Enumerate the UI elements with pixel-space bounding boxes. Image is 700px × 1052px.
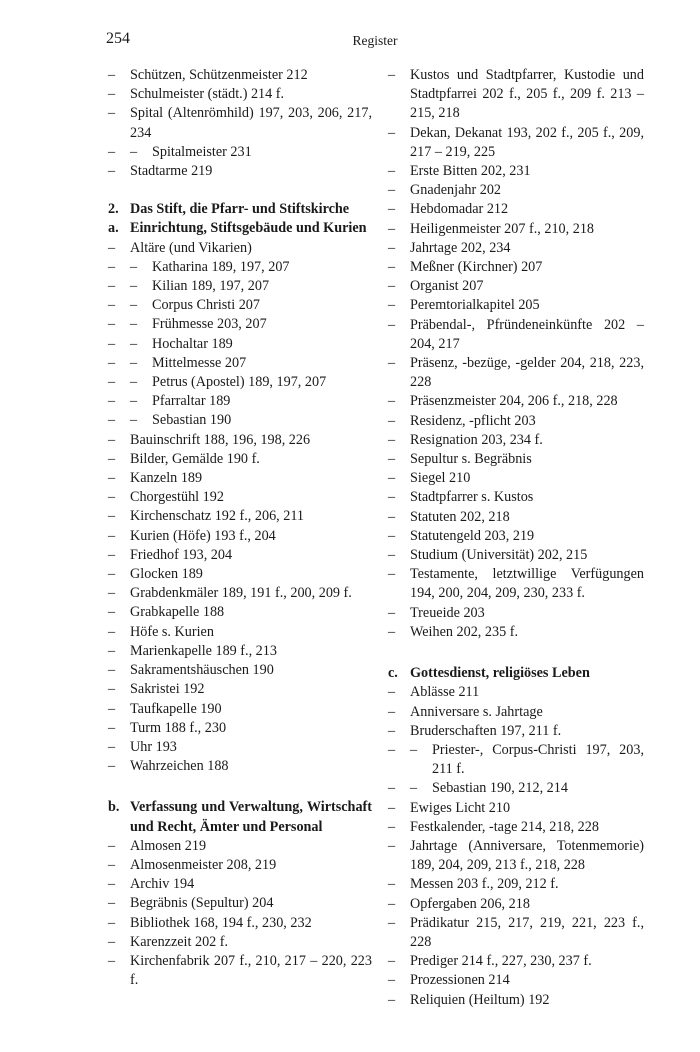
entry-text: Turm 188 f., 230 <box>130 719 227 736</box>
entry-text: Spital (Altenrömhild) 197, 203, 206, 217, 234 <box>130 105 372 141</box>
entry-text: Glocken 189 <box>130 566 203 583</box>
index-entry <box>108 837 372 856</box>
index-entry <box>388 991 644 1010</box>
index-entry <box>108 469 372 488</box>
entry-dash: – <box>108 700 116 717</box>
section-heading-number: 2. <box>108 201 119 218</box>
entry-text: Spitalmeister 231 <box>152 143 252 160</box>
entry-text: Festkalender, -tage 214, 218, 228 <box>410 818 599 835</box>
entry-text: Hochaltar 189 <box>152 335 233 352</box>
entry-text: Bruderschaften 197, 211 f. <box>410 722 562 739</box>
entry-text: Grabdenkmäler 189, 191 f., 200, 209 f. <box>130 585 352 602</box>
entry-text: Präsenz, -bezüge, -gelder 204, 218, 223, 228 <box>410 355 644 391</box>
index-subentry <box>108 373 372 392</box>
entry-dash: – <box>388 431 396 448</box>
index-entry <box>108 642 372 661</box>
section-heading <box>388 664 644 683</box>
entry-dash: – <box>388 489 396 506</box>
entry-dash: – <box>108 662 116 679</box>
entry-text: Priester-, Corpus-Christi 197, 203, 211 f. <box>432 741 644 778</box>
subentry-dash: – <box>130 297 138 314</box>
entry-dash: – <box>108 527 116 544</box>
entry-dash: – <box>108 546 116 563</box>
entry-dash: – <box>108 876 116 893</box>
index-entry <box>108 565 372 584</box>
entry-text: Stadtpfarrer s. Kustos <box>410 489 534 506</box>
entry-dash: – <box>388 722 396 739</box>
index-entry <box>388 220 644 239</box>
page-number: 254 <box>106 30 130 47</box>
subentry-dash: – <box>130 143 138 160</box>
entry-dash: – <box>108 258 116 275</box>
index-subentry <box>388 779 644 798</box>
entry-text: Jahrtage (Anniversare, Totenmemorie) 189, 204, 209, 213 f., 218, 228 <box>410 837 644 874</box>
entry-text: Chorgestühl 192 <box>130 489 224 506</box>
index-entry <box>108 239 372 258</box>
entry-text: Almosenmeister 208, 219 <box>130 856 277 873</box>
index-entry <box>388 604 644 623</box>
entry-text: Statuten 202, 218 <box>410 508 510 525</box>
entry-dash: – <box>388 412 396 429</box>
entry-dash: – <box>108 354 116 371</box>
index-subentry <box>388 741 644 779</box>
entry-dash: – <box>388 837 396 854</box>
entry-text: Kurien (Höfe) 193 f., 204 <box>130 527 276 544</box>
index-entry <box>388 623 644 642</box>
entry-dash: – <box>388 278 396 295</box>
section-heading-text: Gottesdienst, religiöses Leben <box>410 665 590 682</box>
entry-text: Organist 207 <box>410 278 484 295</box>
subentry-dash: – <box>130 335 138 352</box>
index-entry <box>388 162 644 181</box>
entry-text: Uhr 193 <box>130 738 177 755</box>
index-entry <box>108 952 372 990</box>
index-entry <box>388 818 644 837</box>
index-subentry <box>108 258 372 277</box>
entry-dash: – <box>108 642 116 659</box>
entry-dash: – <box>388 508 396 525</box>
subentry-dash: – <box>130 258 138 275</box>
entry-text: Hebdomadar 212 <box>410 201 509 218</box>
index-entry <box>108 914 372 933</box>
entry-dash: – <box>108 450 116 467</box>
entry-text: Sakristei 192 <box>130 681 205 698</box>
entry-dash: – <box>108 412 116 429</box>
entry-dash: – <box>108 856 116 873</box>
index-entry <box>388 546 644 565</box>
entry-text: Corpus Christi 207 <box>152 297 260 314</box>
section-heading <box>108 200 372 219</box>
index-entry <box>388 200 644 219</box>
subentry-dash: – <box>130 278 138 295</box>
entry-text: Gnadenjahr 202 <box>410 182 502 199</box>
entry-dash: – <box>388 259 396 276</box>
index-subentry <box>108 354 372 373</box>
entry-dash: – <box>388 818 396 835</box>
entry-dash: – <box>388 451 396 468</box>
entry-dash: – <box>388 355 396 372</box>
entry-dash: – <box>108 143 116 160</box>
index-entry <box>108 856 372 875</box>
index-subentry <box>108 392 372 411</box>
index-entry <box>388 799 644 818</box>
index-entry <box>108 875 372 894</box>
index-entry <box>388 469 644 488</box>
entry-text: Residenz, -pflicht 203 <box>410 412 536 429</box>
entry-dash: – <box>108 681 116 698</box>
entry-dash: – <box>388 297 396 314</box>
entry-dash: – <box>388 67 396 83</box>
entry-dash: – <box>108 837 116 854</box>
entry-text: Ablässe 211 <box>410 684 480 701</box>
entry-dash: – <box>388 163 396 180</box>
entry-text: Mittelmesse 207 <box>152 354 247 371</box>
index-entry <box>388 124 644 162</box>
entry-text: Prädikatur 215, 217, 219, 221, 223 f., 228 <box>410 914 644 950</box>
index-entry <box>108 719 372 738</box>
index-entry <box>108 104 372 142</box>
entry-dash: – <box>108 585 116 602</box>
index-subentry <box>108 315 372 334</box>
entry-text: Schulmeister (städt.) 214 f. <box>130 86 285 103</box>
index-entry <box>108 85 372 104</box>
entry-dash: – <box>108 604 116 621</box>
subentry-dash: – <box>130 354 138 371</box>
entry-dash: – <box>388 799 396 816</box>
subentry-dash: – <box>410 741 418 758</box>
index-entry <box>108 623 372 642</box>
entry-text: Präbendal-, Pfründeneinkünfte 202 – 204, 217 <box>410 316 644 352</box>
entry-text: Treueide 203 <box>410 604 485 621</box>
index-entry <box>108 66 372 85</box>
section-gap <box>108 776 372 798</box>
index-entry <box>388 392 644 411</box>
entry-text: Petrus (Apostel) 189, 197, 207 <box>152 374 327 391</box>
index-entry <box>388 703 644 722</box>
entry-text: Opfergaben 206, 218 <box>410 895 530 912</box>
index-entry <box>388 683 644 702</box>
entry-text: Testamente, letztwillige Verfügungen 194, 200, 204, 209, 230, 233 f. <box>410 566 644 602</box>
entry-text: Meßner (Kirchner) 207 <box>410 259 543 276</box>
index-entry <box>388 431 644 450</box>
index-entry <box>388 488 644 507</box>
entry-dash: – <box>108 316 116 333</box>
entry-text: Kanzeln 189 <box>130 470 203 487</box>
entry-dash: – <box>388 547 396 564</box>
entry-text: Ewiges Licht 210 <box>410 799 511 816</box>
section-heading-number: a. <box>108 220 119 237</box>
entry-text: Jahrtage 202, 234 <box>410 239 511 256</box>
index-entry <box>388 722 644 741</box>
section-heading <box>108 798 372 836</box>
entry-dash: – <box>108 758 116 775</box>
index-entry <box>388 895 644 914</box>
subentry-dash: – <box>130 393 138 410</box>
index-entry <box>388 450 644 469</box>
index-entry <box>388 239 644 258</box>
index-entry <box>388 258 644 277</box>
entry-text: Frühmesse 203, 207 <box>152 316 267 333</box>
entry-dash: – <box>388 527 396 544</box>
entry-dash: – <box>388 876 396 893</box>
index-entry <box>108 738 372 757</box>
index-entry <box>388 527 644 546</box>
index-entry <box>108 546 372 565</box>
entry-text: Sakramentshäuschen 190 <box>130 662 274 679</box>
index-entry <box>388 565 644 603</box>
entry-dash: – <box>388 991 396 1008</box>
entry-dash: – <box>388 741 396 758</box>
index-entry <box>108 162 372 181</box>
entry-text: Sebastian 190 <box>152 412 232 429</box>
entry-text: Reliquien (Heiltum) 192 <box>410 991 550 1008</box>
subentry-dash: – <box>410 780 418 797</box>
entry-text: Präsenzmeister 204, 206 f., 218, 228 <box>410 393 618 410</box>
entry-dash: – <box>388 201 396 218</box>
entry-dash: – <box>388 972 396 989</box>
entry-dash: – <box>388 566 396 583</box>
index-subentry <box>108 411 372 430</box>
entry-dash: – <box>108 895 116 912</box>
entry-text: Begräbnis (Sepultur) 204 <box>130 895 274 912</box>
entry-text: Bibliothek 168, 194 f., 230, 232 <box>130 914 312 931</box>
index-entry <box>108 680 372 699</box>
entry-text: Katharina 189, 197, 207 <box>152 258 290 275</box>
entry-text: Marienkapelle 189 f., 213 <box>130 642 277 659</box>
entry-dash: – <box>108 933 116 950</box>
subentry-dash: – <box>130 412 138 429</box>
entry-dash: – <box>108 163 116 180</box>
entry-text: Altäre (und Vikarien) <box>130 239 252 256</box>
index-entry <box>108 431 372 450</box>
entry-dash: – <box>108 719 116 736</box>
entry-text: Pfarraltar 189 <box>152 393 231 410</box>
entry-dash: – <box>388 470 396 487</box>
index-entry <box>108 603 372 622</box>
section-gap <box>388 642 644 664</box>
index-subentry <box>108 296 372 315</box>
entry-text: Messen 203 f., 209, 212 f. <box>410 876 559 893</box>
index-subentry <box>108 277 372 296</box>
entry-dash: – <box>388 604 396 621</box>
index-subentry <box>108 143 372 162</box>
entry-text: Kirchenschatz 192 f., 206, 211 <box>130 508 305 525</box>
section-gap <box>108 181 372 200</box>
index-entry <box>388 277 644 296</box>
entry-dash: – <box>388 703 396 720</box>
entry-dash: – <box>388 623 396 640</box>
entry-text: Prediger 214 f., 227, 230, 237 f. <box>410 953 592 970</box>
index-entry <box>388 66 644 124</box>
section-heading-text: Einrichtung, Stiftsgebäude und Kurien <box>130 220 367 237</box>
index-subentry <box>108 335 372 354</box>
entry-dash: – <box>108 86 116 103</box>
entry-text: Kustos und Stadtpfarrer, Kustodie und Stadtpfarrei 202 f., 205 f., 209 f. 213 – 215, 218 <box>410 67 644 122</box>
entry-dash: – <box>108 278 116 295</box>
entry-dash: – <box>108 374 116 391</box>
entry-text: Peremtorialkapitel 205 <box>410 297 540 314</box>
index-entry <box>108 488 372 507</box>
entry-dash: – <box>108 489 116 506</box>
entry-dash: – <box>388 393 396 410</box>
entry-dash: – <box>108 738 116 755</box>
entry-text: Sebastian 190, 212, 214 <box>432 780 568 797</box>
entry-text: Erste Bitten 202, 231 <box>410 163 531 180</box>
index-entry <box>108 700 372 719</box>
index-column-left <box>108 66 372 990</box>
entry-dash: – <box>108 297 116 314</box>
running-head: Register <box>352 33 398 48</box>
section-heading-text: Verfassung und Verwaltung, Wirtschaft und Recht, Ämter und Personal <box>130 799 372 835</box>
index-entry <box>388 316 644 354</box>
entry-text: Kirchenfabrik 207 f., 210, 217 – 220, 223 f. <box>130 952 372 989</box>
entry-text: Karenzzeit 202 f. <box>130 933 229 950</box>
entry-dash: – <box>108 508 116 525</box>
index-column-right <box>388 66 644 1010</box>
entry-dash: – <box>388 182 396 199</box>
entry-text: Taufkapelle 190 <box>130 700 222 717</box>
entry-dash: – <box>388 780 396 797</box>
entry-dash: – <box>388 220 396 237</box>
entry-dash: – <box>388 124 396 141</box>
index-entry <box>108 933 372 952</box>
entry-dash: – <box>108 335 116 352</box>
entry-text: Studium (Universität) 202, 215 <box>410 547 588 564</box>
section-heading <box>108 219 372 238</box>
entry-dash: – <box>108 470 116 487</box>
entry-dash: – <box>108 393 116 410</box>
index-entry <box>388 296 644 315</box>
entry-text: Statutengeld 203, 219 <box>410 527 535 544</box>
entry-text: Siegel 210 <box>410 470 471 487</box>
index-entry <box>388 508 644 527</box>
entry-dash: – <box>388 914 396 931</box>
entry-text: Dekan, Dekanat 193, 202 f., 205 f., 209, 217 – 219, 225 <box>410 124 644 160</box>
entry-text: Weihen 202, 235 f. <box>410 623 518 640</box>
entry-text: Höfe s. Kurien <box>130 623 214 640</box>
index-entry <box>108 527 372 546</box>
entry-dash: – <box>388 239 396 256</box>
entry-text: Bilder, Gemälde 190 f. <box>130 450 260 467</box>
index-entry <box>388 412 644 431</box>
index-entry <box>388 181 644 200</box>
subentry-dash: – <box>130 316 138 333</box>
index-entry <box>108 661 372 680</box>
entry-text: Sepultur s. Begräbnis <box>410 451 532 468</box>
entry-text: Resignation 203, 234 f. <box>410 431 543 448</box>
entry-dash: – <box>108 67 116 83</box>
entry-dash: – <box>108 952 116 969</box>
entry-text: Anniversare s. Jahrtage <box>410 703 543 720</box>
entry-dash: – <box>108 623 116 640</box>
entry-text: Grabkapelle 188 <box>130 604 225 621</box>
entry-text: Bauinschrift 188, 196, 198, 226 <box>130 431 311 448</box>
entry-dash: – <box>108 239 116 256</box>
section-heading-text: Das Stift, die Pfarr- und Stiftskirche <box>130 201 350 218</box>
entry-text: Archiv 194 <box>130 876 195 893</box>
section-heading-number: b. <box>108 799 120 816</box>
entry-dash: – <box>388 895 396 912</box>
index-entry <box>388 952 644 971</box>
entry-text: Almosen 219 <box>130 837 207 854</box>
index-entry <box>108 507 372 526</box>
index-entry <box>388 875 644 894</box>
index-entry <box>388 971 644 990</box>
entry-text: Heiligenmeister 207 f., 210, 218 <box>410 220 595 237</box>
entry-text: Schützen, Schützenmeister 212 <box>130 67 308 83</box>
entry-text: Kilian 189, 197, 207 <box>152 278 270 295</box>
index-entry <box>388 914 644 952</box>
index-entry <box>108 584 372 603</box>
entry-dash: – <box>388 953 396 970</box>
entry-text: Friedhof 193, 204 <box>130 546 233 563</box>
index-entry <box>388 837 644 875</box>
entry-dash: – <box>388 316 396 333</box>
index-entry <box>108 894 372 913</box>
entry-text: Stadtarme 219 <box>130 163 213 180</box>
index-entry <box>388 354 644 392</box>
entry-text: Prozessionen 214 <box>410 972 510 989</box>
section-heading-number: c. <box>388 665 398 682</box>
entry-dash: – <box>108 431 116 448</box>
entry-dash: – <box>108 914 116 931</box>
entry-dash: – <box>388 684 396 701</box>
entry-text: Wahrzeichen 188 <box>130 758 229 775</box>
subentry-dash: – <box>130 374 138 391</box>
index-entry <box>108 757 372 776</box>
entry-dash: – <box>108 566 116 583</box>
index-entry <box>108 450 372 469</box>
entry-dash: – <box>108 105 116 122</box>
